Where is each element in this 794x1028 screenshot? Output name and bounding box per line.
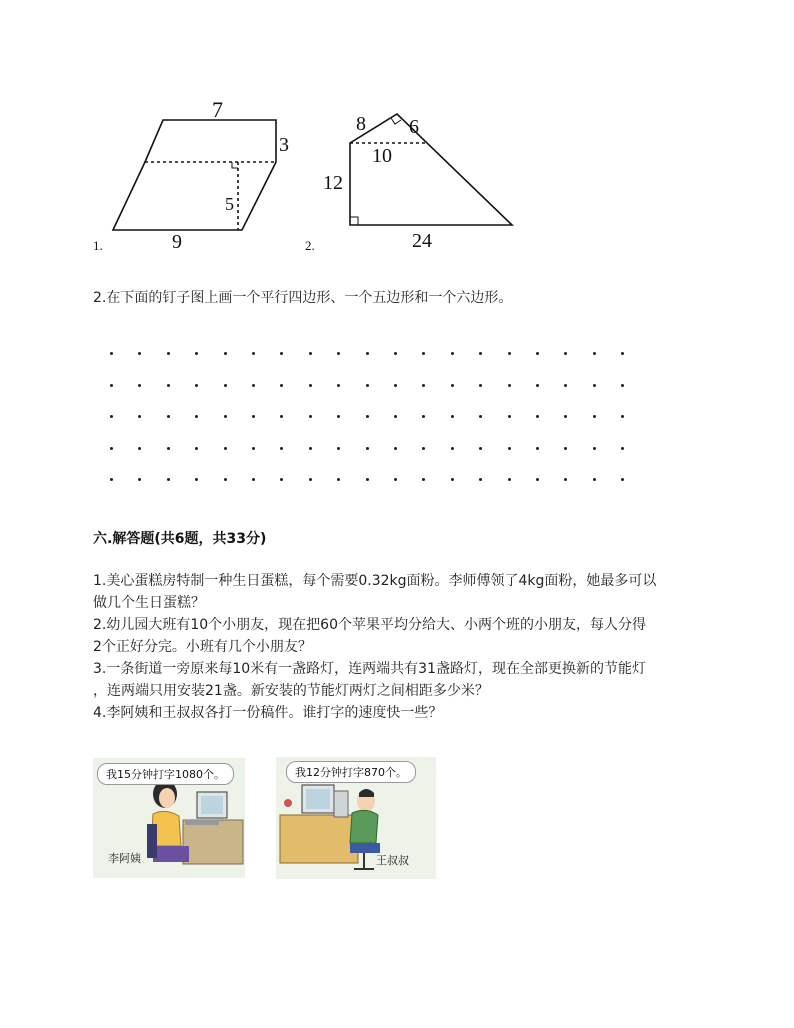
right-speech-bubble: 我12分钟打字870个。	[286, 761, 416, 783]
fig1-number: 1.	[93, 238, 103, 253]
fig1-right-label: 3	[279, 134, 289, 156]
problem-3-line-2: ，连两端只用安装21盏。新安装的节能灯两灯之间相距多少米？	[93, 683, 489, 699]
fig2-number: 2.	[305, 238, 315, 253]
problem-1-line-1: 1.美心蛋糕房特制一种生日蛋糕，每个需要0.32kg面粉。李师傅领了4kg面粉，她最多可以	[93, 573, 657, 589]
fig2-label-d: 12	[323, 172, 343, 194]
fig2-label-c: 10	[372, 145, 392, 167]
fig1-height-label: 5	[225, 194, 234, 214]
figure-2-shape	[350, 114, 512, 225]
problem-2-line-1: 2.幼儿园大班有10个小朋友，现在把60个苹果平均分给大、小两个班的小朋友，每人分得	[93, 617, 646, 633]
fig2-label-a: 8	[356, 113, 366, 135]
problem-4-line-1: 4.李阿姨和王叔叔各打一份稿件。谁打字的速度快一些？	[93, 705, 443, 721]
fig2-label-b: 6	[409, 116, 419, 138]
right-person-name: 王叔叔	[376, 854, 409, 867]
fig1-top-label: 7	[212, 97, 223, 122]
fig2-label-e: 24	[412, 230, 432, 252]
figure-1-shape	[113, 120, 276, 230]
section-title: 六.解答题(共6题，共33分)	[93, 531, 267, 547]
problem-3-line-1: 3.一条街道一旁原来每10米有一盏路灯，连两端共有31盏路灯，现在全部更换新的节能灯	[93, 661, 646, 677]
question-2-text: 2.在下面的钉子图上画一个平行四边形、一个五边形和一个六边形。	[93, 290, 513, 306]
left-speech-bubble: 我15分钟打字1080个。	[97, 763, 234, 785]
fig1-bottom-label: 9	[172, 231, 182, 253]
problem-1-line-2: 做几个生日蛋糕？	[93, 595, 205, 611]
problem-2-line-2: 2个正好分完。小班有几个小朋友？	[93, 639, 312, 655]
left-person-name: 李阿姨	[108, 852, 141, 865]
